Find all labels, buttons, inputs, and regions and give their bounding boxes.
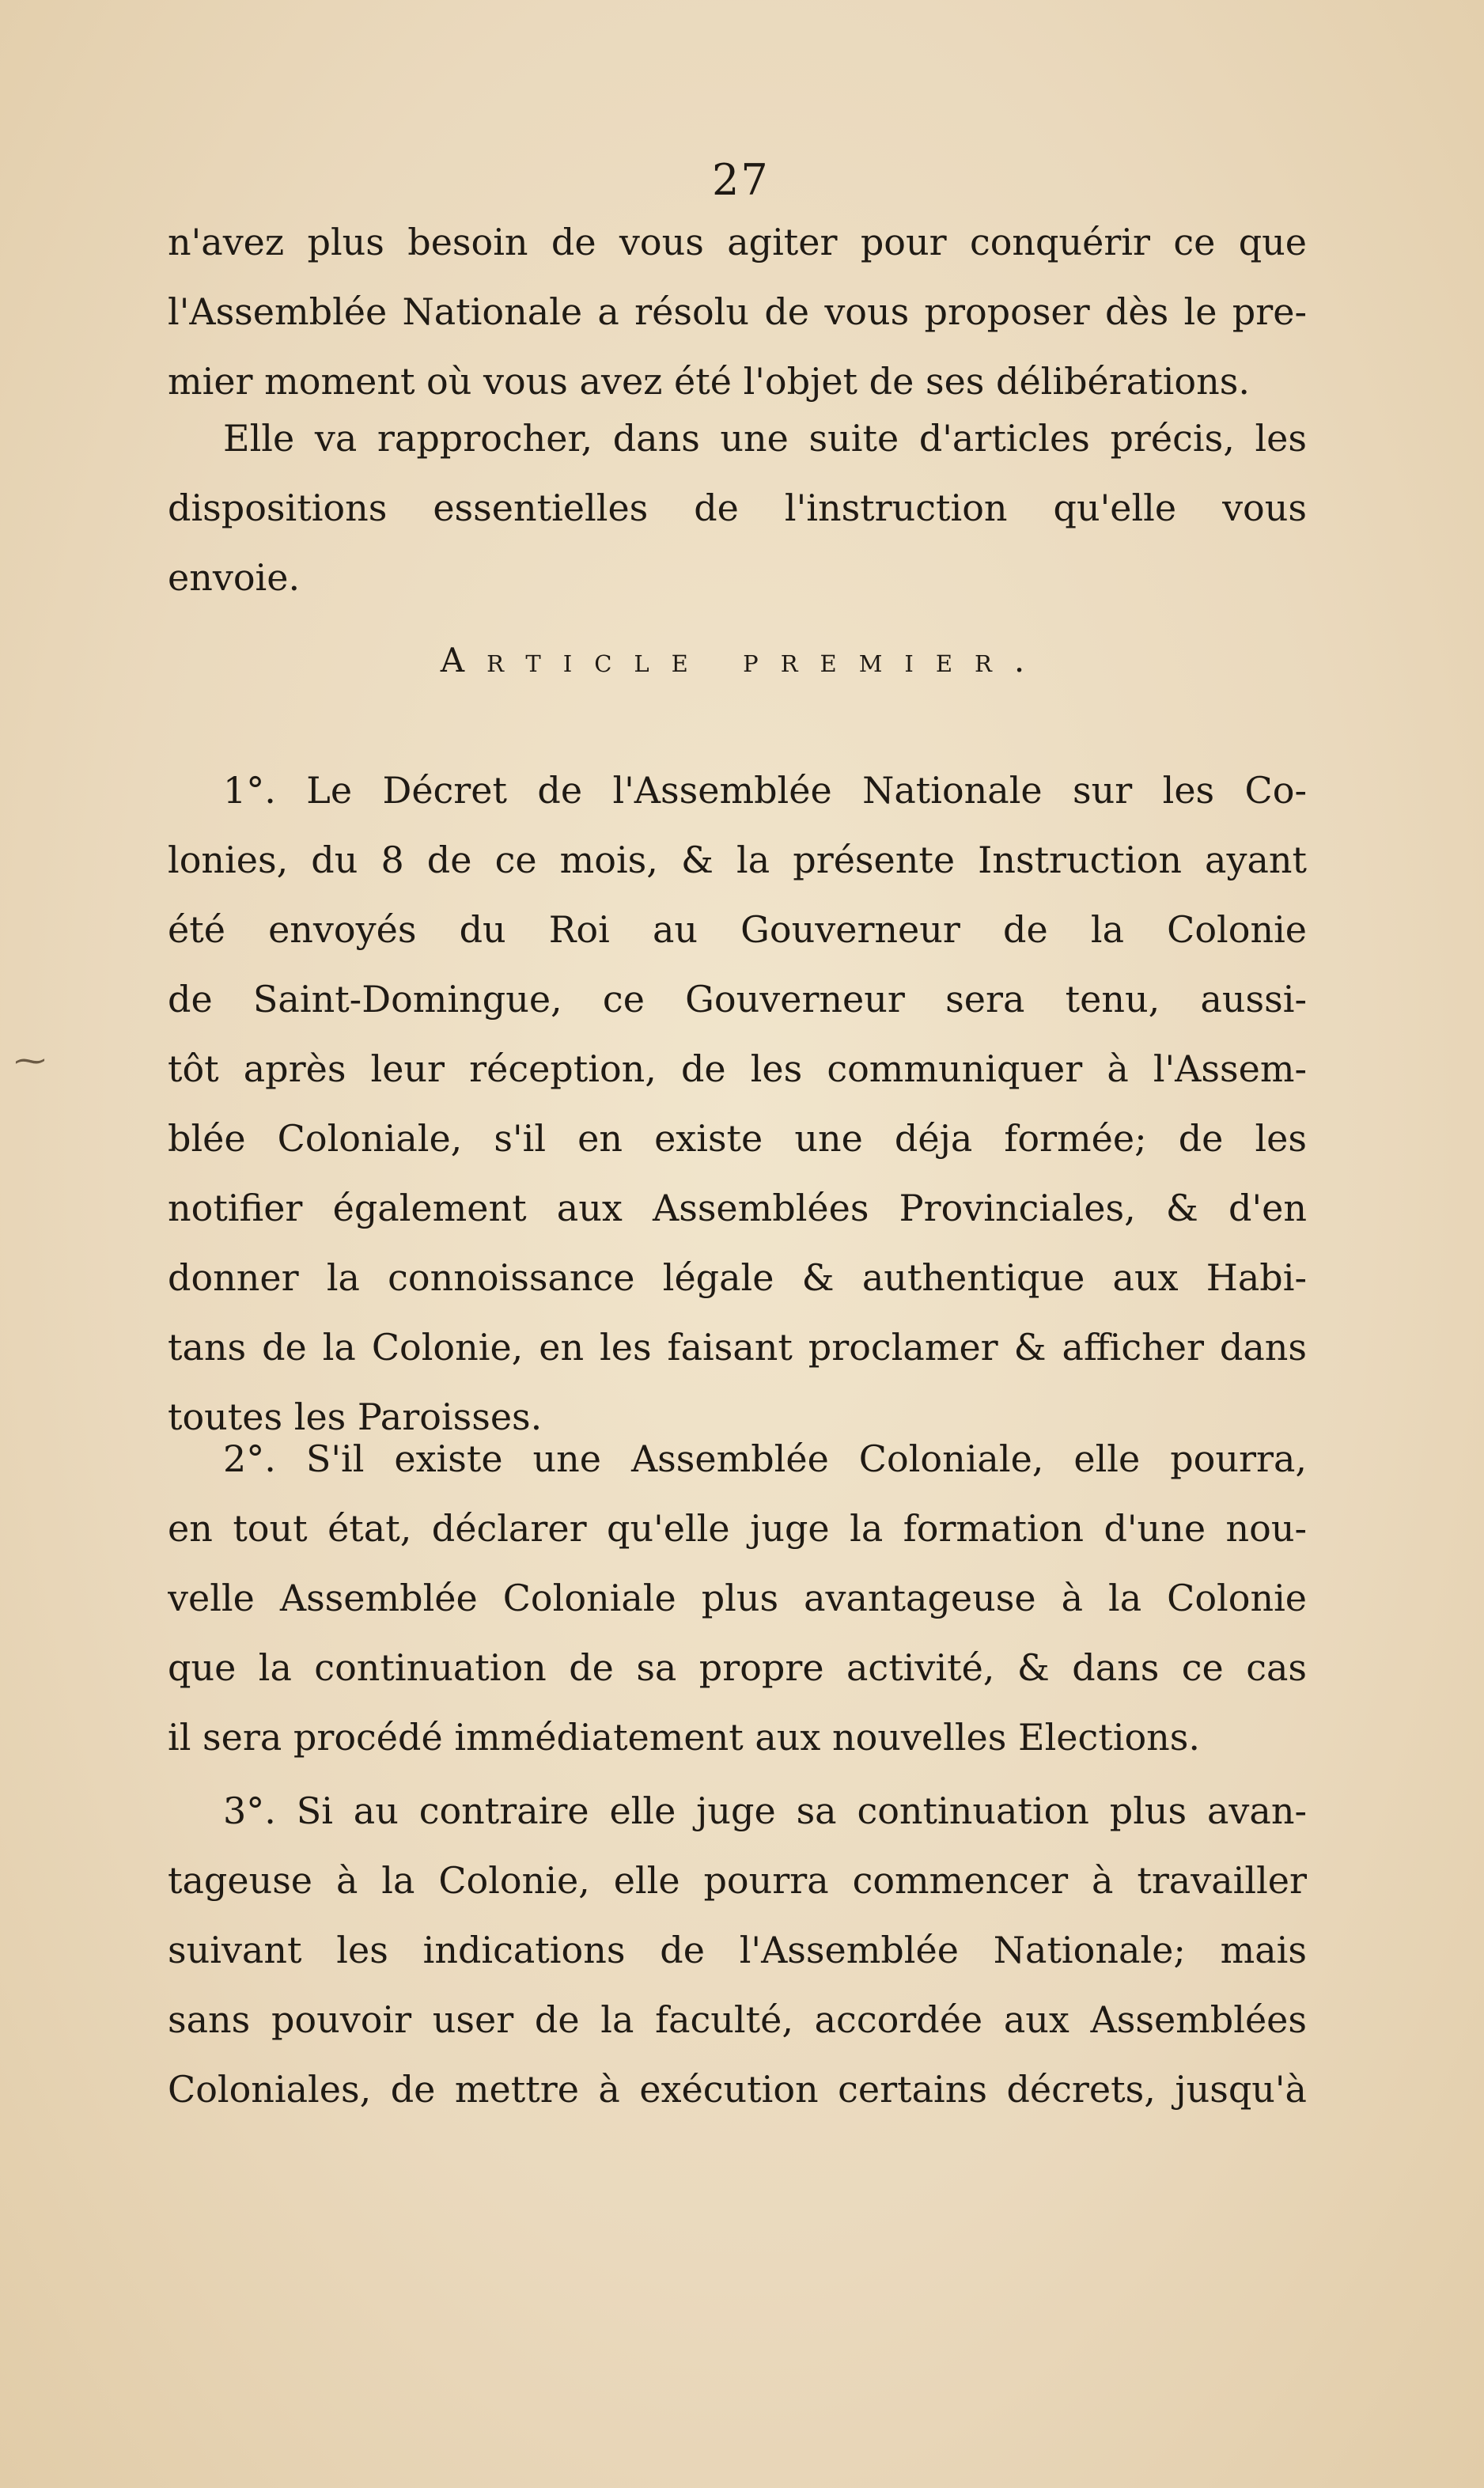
page-number: 27 xyxy=(712,155,770,205)
text-line: velle Assemblée Coloniale plus avantageuse à la Colonie xyxy=(168,1577,1307,1619)
article-2-paragraph xyxy=(168,1424,1307,1772)
text-line: été envoyés du Roi au Gouverneur de la Colonie xyxy=(168,908,1307,951)
text-line: lonies, du 8 de ce mois, & la présente Instruction ayant xyxy=(168,839,1307,881)
text-line: tôt après leur réception, de les communiquer à l'Assem- xyxy=(168,1047,1307,1090)
text-line: mier moment où vous avez été l'objet de ses délibérations. xyxy=(168,360,1250,403)
text-line: sans pouvoir user de la faculté, accordée aux Assemblées xyxy=(168,1998,1307,2041)
text-line: 2°. S'il existe une Assemblée Coloniale, elle pourra, xyxy=(223,1437,1307,1480)
margin-mark: ⁓ xyxy=(14,1043,46,1079)
paragraph-1 xyxy=(168,207,1307,416)
text-line: en tout état, déclarer qu'elle juge la formation d'une nou- xyxy=(168,1507,1307,1550)
text-line: donner la connoissance légale & authentique aux Habi- xyxy=(168,1256,1307,1299)
text-line: Elle va rapprocher, dans une suite d'articles précis, les xyxy=(223,417,1307,460)
text-line: 3°. Si au contraire elle juge sa continuation plus avan- xyxy=(223,1789,1307,1832)
text-line: notifier également aux Assemblées Provinciales, & d'en xyxy=(168,1187,1307,1229)
text-line: l'Assemblée Nationale a résolu de vous proposer dès le pre- xyxy=(168,290,1307,333)
text-line: de Saint-Domingue, ce Gouverneur sera tenu, aussi- xyxy=(168,978,1307,1021)
text-line: 1°. Le Décret de l'Assemblée Nationale sur les Co- xyxy=(223,769,1307,812)
text-line: blée Coloniale, s'il en existe une déja formée; de les xyxy=(168,1117,1307,1160)
text-line: envoie. xyxy=(168,556,301,599)
paragraph-2 xyxy=(168,403,1307,612)
article-3-paragraph xyxy=(168,1776,1307,2124)
article-heading: Article premier. xyxy=(440,641,1047,680)
text-line: toutes les Paroisses. xyxy=(168,1395,543,1438)
text-line: dispositions essentielles de l'instruction qu'elle vous xyxy=(168,487,1307,529)
text-line: n'avez plus besoin de vous agiter pour conquérir ce que xyxy=(168,221,1307,263)
text-line: Coloniales, de mettre à exécution certains décrets, jusqu'à xyxy=(168,2068,1307,2111)
text-line: suivant les indications de l'Assemblée Nationale; mais xyxy=(168,1929,1307,1971)
text-line: tageuse à la Colonie, elle pourra commencer à travailler xyxy=(168,1859,1307,1902)
text-line: que la continuation de sa propre activité, & dans ce cas xyxy=(168,1646,1307,1689)
article-1-paragraph xyxy=(168,755,1307,1452)
text-line: tans de la Colonie, en les faisant proclamer & afficher dans xyxy=(168,1326,1307,1369)
text-line: il sera procédé immédiatement aux nouvelles Elections. xyxy=(168,1716,1201,1759)
